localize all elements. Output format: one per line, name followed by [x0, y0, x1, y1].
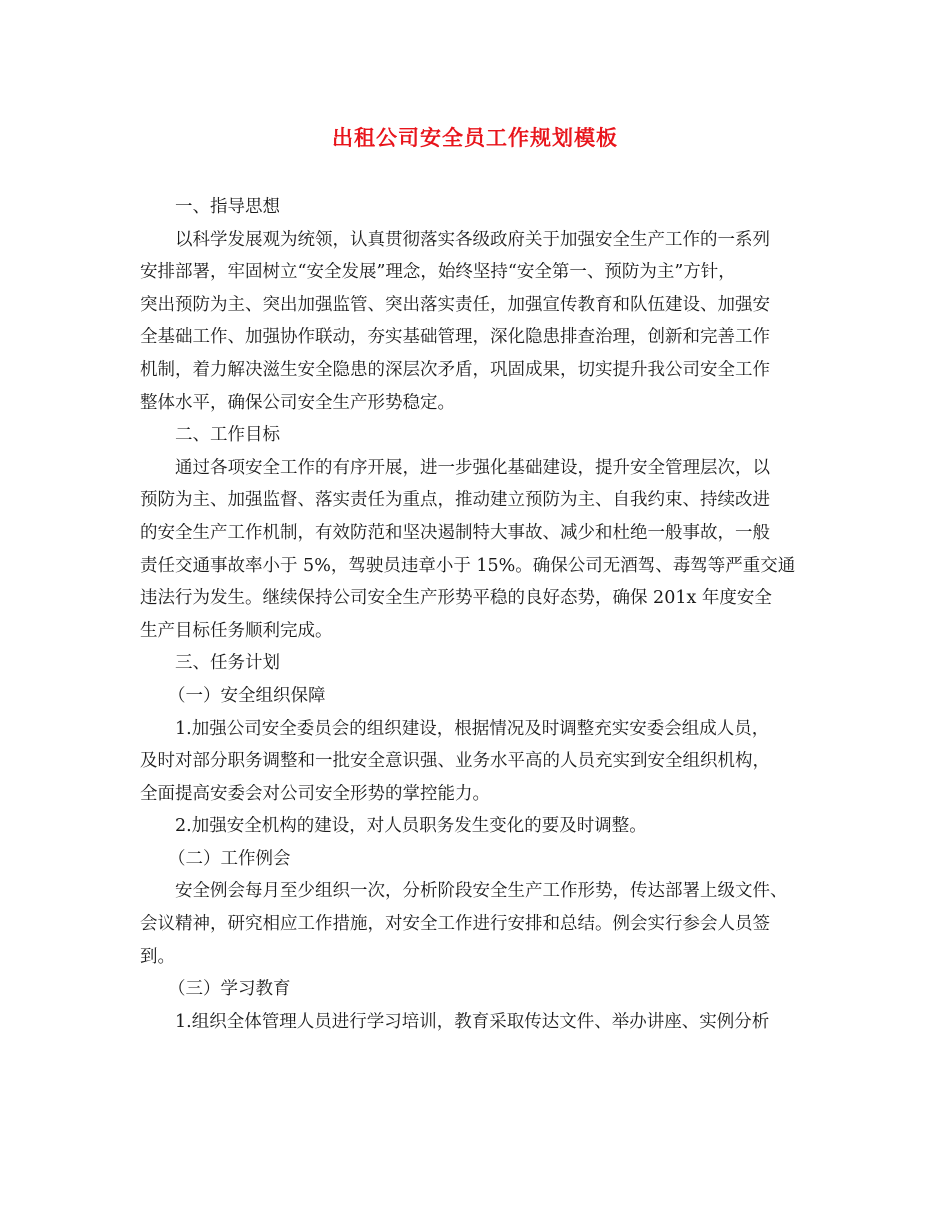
- text-line: 1.组织全体管理人员进行学习培训，教育采取传达文件、举办讲座、实例分析: [175, 1011, 770, 1032]
- text-line: 1.加强公司安全委员会的组织建设，根据情况及时调整充实安委会组成人员，: [175, 718, 770, 739]
- text-line: 到。: [140, 946, 175, 967]
- text-line: （一）安全组织保障: [168, 685, 326, 706]
- text-line: 安排部署，牢固树立“安全发展”理念，始终坚持“安全第一、预防为主”方针，: [140, 262, 736, 283]
- text-line: 整体水平，确保公司安全生产形势稳定。: [140, 392, 455, 413]
- text-line: 的安全生产工作机制，有效防范和坚决遏制特大事故、减少和杜绝一般事故，一般: [140, 522, 770, 543]
- text-line: 全面提高安委会对公司安全形势的掌控能力。: [140, 783, 490, 804]
- text-line: 生产目标任务顺利完成。: [140, 620, 333, 641]
- text-line: 一、指导思想: [175, 197, 280, 217]
- text-line: 安全例会每月至少组织一次，分析阶段安全生产工作形势，传达部署上级文件、: [175, 881, 788, 902]
- text-line: 突出预防为主、突出加强监管、突出落实责任，加强宣传教育和队伍建设、加强安: [140, 294, 770, 315]
- text-line: 以科学发展观为统领，认真贯彻落实各级政府关于加强安全生产工作的一系列: [175, 229, 770, 250]
- text-line: （二）工作例会: [168, 848, 291, 869]
- text-line: 通过各项安全工作的有序开展，进一步强化基础建设，提升安全管理层次，以: [175, 457, 770, 478]
- text-line: 2.加强安全机构的建设，对人员职务发生变化的要及时调整。: [175, 816, 647, 837]
- text-line: 会议精神，研究相应工作措施，对安全工作进行安排和总结。例会实行参会人员签: [140, 914, 770, 935]
- text-line: （三）学习教育: [168, 979, 291, 1000]
- text-line: 全基础工作、加强协作联动，夯实基础管理，深化隐患排查治理，创新和完善工作: [140, 327, 770, 348]
- text-line: 机制，着力解决滋生安全隐患的深层次矛盾，巩固成果，切实提升我公司安全工作: [140, 359, 770, 380]
- document-body: [140, 191, 830, 1038]
- document-title: 出租公司安全员工作规划模板: [332, 125, 618, 150]
- text-line: 预防为主、加强监督、落实责任为重点，推动建立预防为主、自我约束、持续改进: [140, 490, 770, 511]
- text-line: 责任交通事故率小于 5%，驾驶员违章小于 15%。确保公司无酒驾、毒驾等严重交通: [140, 555, 796, 576]
- text-line: 及时对部分职务调整和一批安全意识强、业务水平高的人员充实到安全组织机构，: [140, 751, 770, 772]
- text-line: 三、任务计划: [175, 653, 280, 674]
- text-line: 二、工作目标: [175, 425, 280, 446]
- text-line: 违法行为发生。继续保持公司安全生产形势平稳的良好态势，确保 201x 年度安全: [140, 588, 772, 609]
